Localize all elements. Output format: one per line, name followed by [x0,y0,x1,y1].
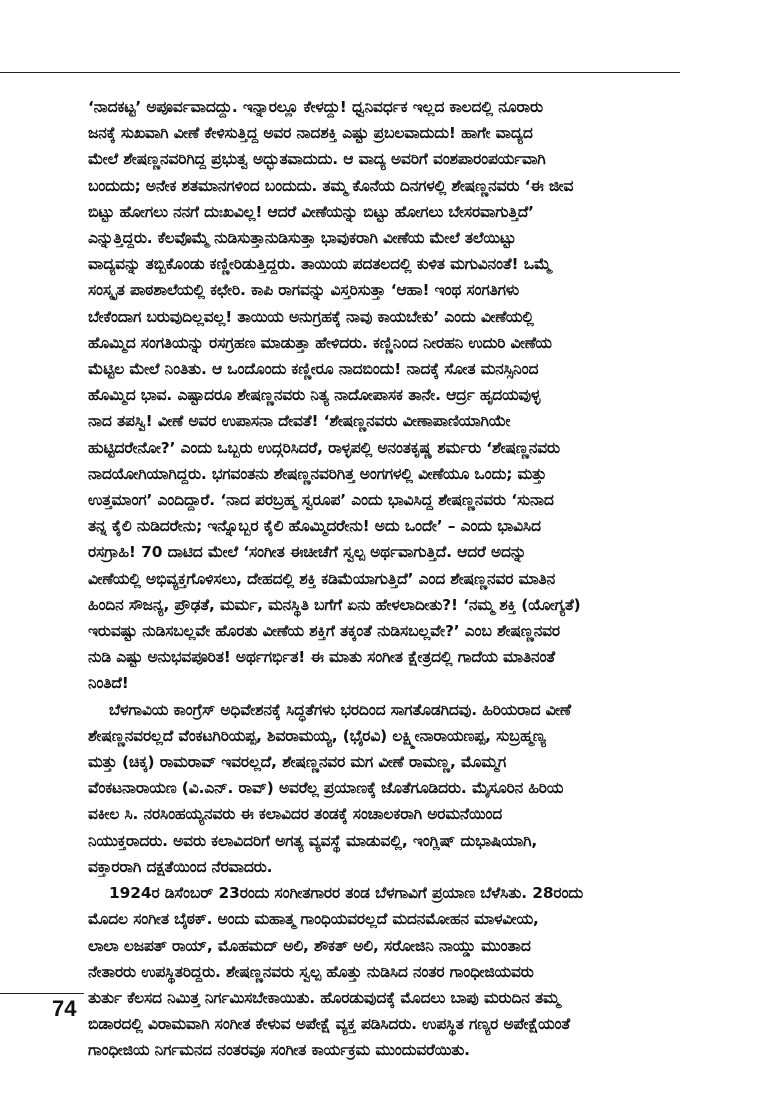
text-line: ರಸಗ್ರಾಹಿ! 70 ದಾಟಿದ ಮೇಲೆ ‘ಸಂಗೀತ ಈಚೀಚೆಗೆ ಸ್ವಲ್ಪ ಅರ್ಥವಾಗುತ್ತಿದೆ. ಆದರೆ ಅದನ್ನು [88,543,527,562]
text-line: ಹೊಮ್ಮಿದ ಸಂಗತಿಯನ್ನು ರಸಗ್ರಹಣ ಮಾಡುತ್ತಾ ಹೇಳಿದರು. ಕಣ್ಣಿನಿಂದ ನೀರಹನಿ ಉದುರಿ ವೀಣೆಯ [88,333,552,352]
header-rule [0,72,680,73]
text-line: ಜನಕ್ಕೆ ಸುಖವಾಗಿ ವೀಣೆ ಕೇಳಿಸುತ್ತಿದ್ದ ಅವರ ನಾದಶಕ್ತಿ ಎಷ್ಟು ಪ್ರಬಲವಾದುದು! ಹಾಗೇ ವಾದ್ಯದ [88,124,533,143]
text-line: ಮತ್ತು (ಚಿಕ್ಕ) ರಾಮರಾವ್ ಇವರಲ್ಲದೆ, ಶೇಷಣ್ಣನವರ ಮಗ ವೀಣೆ ರಾಮಣ್ಣ, ಮೊಮ್ಮಗ [88,753,507,772]
text-line: ಉತ್ತಮಾಂಗ’ ಎಂದಿದ್ದಾರೆ. ‘ನಾದ ಪರಬ್ರಹ್ಮ ಸ್ವರೂಪ’ ಎಂದು ಭಾವಿಸಿದ್ದ ಶೇಷಣ್ಣನವರು ‘ಸುನಾದ [88,491,554,510]
text-line: ವಕೀಲ ಸಿ. ನರಸಿಂಹಯ್ಯನವರು ಈ ಕಲಾವಿದರ ತಂಡಕ್ಕೆ ಸಂಚಾಲಕರಾಗಿ ಅರಮನೆಯಿಂದ [88,805,503,824]
text-line: ತನ್ನ ಕೈಲಿ ನುಡಿದರೇನು; ಇನ್ನೊಬ್ಬರ ಕೈಲಿ ಹೊಮ್ಮಿದರೇನು! ಅದು ಒಂದೇ’ – ಎಂದು ಭಾವಿಸಿದ [88,517,541,536]
text-line: ಗಾಂಧೀಜಿಯ ನಿರ್ಗಮನದ ನಂತರವೂ ಸಂಗೀತ ಕಾರ್ಯಕ್ರಮ ಮುಂದುವರೆಯಿತು. [88,1041,470,1060]
text-line: ಬೇಕೆಂದಾಗ ಬರುವುದಿಲ್ಲವಲ್ಲ! ತಾಯಿಯ ಅನುಗ್ರಹಕ್ಕೆ ನಾವು ಕಾಯಬೇಕು’ ಎಂದು ವೀಣೆಯಲ್ಲಿ [88,307,534,326]
text-line: ಮೇಲೆ ಶೇಷಣ್ಣನವರಿಗಿದ್ದ ಪ್ರಭುತ್ವ ಅದ್ಭುತವಾದುದು. ಆ ವಾದ್ಯ ಅವರಿಗೆ ವಂಶಪಾರಂಪರ್ಯವಾಗಿ [88,150,546,169]
text-line: ಹೊಮ್ಮಿದ ಭಾವ. ಎಷ್ಟಾದರೂ ಶೇಷಣ್ಣನವರು ನಿತ್ಯ ನಾದೋಪಾಸಕ ತಾನೇ. ಆರ್ದ್ರ ಹೃದಯವುಳ್ಳ [88,386,541,405]
text-line: ಮೊದಲ ಸಂಗೀತ ಬೈಠಕ್. ಅಂದು ಮಹಾತ್ಮ ಗಾಂಧಿಯವರಲ್ಲದೆ ಮದನಮೋಹನ ಮಾಳವೀಯ, [88,910,539,929]
text-line: ಸಂಸ್ಕೃತ ಪಾಠಶಾಲೆಯಲ್ಲಿ ಕಛೇರಿ. ಕಾಪಿ ರಾಗವನ್ನು ವಿಸ್ತರಿಸುತ್ತಾ ‘ಆಹಾ! ಇಂಥ ಸಂಗತಿಗಳು [88,281,520,300]
text-line: ವೀಣೆಯಲ್ಲಿ ಅಭಿವ್ಯಕ್ತಗೊಳಿಸಲು, ದೇಹದಲ್ಲಿ ಶಕ್ತಿ ಕಡಿಮೆಯಾಗುತ್ತಿದೆ’ ಎಂದ ಶೇಷಣ್ಣನವರ ಮಾತಿನ [88,569,556,588]
text-line: ನಾದ ತಪಸ್ವಿ! ವೀಣೆ ಅವರ ಉಪಾಸನಾ ದೇವತೆ! ‘ಶೇಷಣ್ಣನವರು ವೀಣಾಪಾಣಿಯಾಗಿಯೇ [88,412,511,431]
footer-rule [0,993,84,994]
text-line: ಲಾಲಾ ಲಜಪತ್ ರಾಯ್, ಮೊಹಮದ್ ಅಲಿ, ಶೌಕತ್ ಅಲಿ, ಸರೋಜಿನಿ ನಾಯ್ಡು ಮುಂತಾದ [88,936,531,955]
text-line: ವಾದ್ಯವನ್ನು ತಬ್ಬಿಕೊಂಡು ಕಣ್ಣೀರಿಡುತ್ತಿದ್ದರು. ತಾಯಿಯ ಪದತಲದಲ್ಲಿ ಕುಳಿತ ಮಗುವಿನಂತೆ! ಒಮ್ಮೆ [88,255,552,274]
text-line: ಬಿಡಾರದಲ್ಲಿ ವಿರಾಮವಾಗಿ ಸಂಗೀತ ಕೇಳುವ ಅಪೇಕ್ಷೆ ವ್ಯಕ್ತ ಪಡಿಸಿದರು. ಉಪಸ್ಥಿತ ಗಣ್ಯರ ಅಪೇಕ್ಷೆಯಂತೆ [88,1015,571,1034]
text-line: ನಿಂತಿದೆ! [88,674,129,693]
text-line: ಮೆಟ್ಟಿಲ ಮೇಲೆ ನಿಂತಿತು. ಆ ಒಂದೊಂದು ಕಣ್ಣೀರೂ ನಾದಬಿಂದು! ನಾದಕ್ಕೆ ಸೋತ ಮನಸ್ಸಿನಿಂದ [88,360,539,379]
text-line: ನುಡಿ ಎಷ್ಟು ಅನುಭವಪೂರಿತ! ಅರ್ಥಗರ್ಭಿತ! ಈ ಮಾತು ಸಂಗೀತ ಕ್ಷೇತ್ರದಲ್ಲಿ ಗಾದೆಯ ಮಾತಿನಂತೆ [88,648,555,667]
text-line: 1924ರ ಡಿಸೆಂಬರ್ 23ರಂದು ಸಂಗೀತಗಾರರ ತಂಡ ಬೆಳಗಾವಿಗೆ ಪ್ರಯಾಣ ಬೆಳೆಸಿತು. 28ರಂದು [88,884,584,903]
text-line: ವೆಂಕಟನಾರಾಯಣ (ವಿ.ಎನ್. ರಾವ್) ಅವರೆಲ್ಲ ಪ್ರಯಾಣಕ್ಕೆ ಜೊತೆಗೂಡಿದರು. ಮೈಸೂರಿನ ಹಿರಿಯ [88,779,564,798]
text-line: ತುರ್ತು ಕೆಲಸದ ನಿಮಿತ್ತ ನಿರ್ಗಮಿಸಬೇಕಾಯಿತು. ಹೊರಡುವುದಕ್ಕೆ ಮೊದಲು ಬಾಪು ಮರುದಿನ ತಮ್ಮ [88,988,560,1007]
text-line: ವಕ್ತಾರರಾಗಿ ದಕ್ಷತೆಯಿಂದ ನೆರವಾದರು. [88,857,273,876]
text-line: ನೇತಾರರು ಉಪಸ್ಥಿತರಿದ್ದರು. ಶೇಷಣ್ಣನವರು ಸ್ವಲ್ಪ ಹೊತ್ತು ನುಡಿಸಿದ ನಂತರ ಗಾಂಧೀಜಿಯವರು [88,962,534,981]
text-line: ಹಿಂದಿನ ಸೌಜನ್ಯ, ಪ್ರೌಢತೆ, ಮರ್ಮ, ಮನಸ್ಥಿತಿ ಬಗೆಗೆ ಏನು ಹೇಳಲಾದೀತು?! ‘ನಮ್ಮ ಶಕ್ತಿ (ಯೋಗ್ಯತೆ) [88,595,581,614]
text-line: ಎನ್ನುತ್ತಿದ್ದರು. ಕೆಲವೊಮ್ಮೆ ನುಡಿಸುತ್ತಾನುಡಿಸುತ್ತಾ ಭಾವುಕರಾಗಿ ವೀಣೆಯ ಮೇಲೆ ತಲೆಯಿಟ್ಟು [88,229,516,248]
text-line: ಬೆಳಗಾವಿಯ ಕಾಂಗ್ರೆಸ್ ಅಧಿವೇಶನಕ್ಕೆ ಸಿದ್ಧತೆಗಳು ಭರದಿಂದ ಸಾಗತೊಡಗಿದವು. ಹಿರಿಯರಾದ ವೀಣೆ [88,700,572,719]
text-line: ಹುಟ್ಟಿದರೇನೋ?’ ಎಂದು ಒಬ್ಬರು ಉದ್ಗರಿಸಿದರೆ, ರಾಳ್ಳಪಲ್ಲಿ ಅನಂತಕೃಷ್ಣ ಶರ್ಮರು ‘ಶೇಷಣ್ಣನವರು [88,438,560,457]
text-line: ನಾದಯೋಗಿಯಾಗಿದ್ದರು. ಭಗವಂತನು ಶೇಷಣ್ಣನವರಿಗಿತ್ತ ಅಂಗಗಳಲ್ಲಿ ವೀಣೆಯೂ ಒಂದು; ಮತ್ತು [88,464,547,483]
text-line: ನಿಯುಕ್ತರಾದರು. ಅವರು ಕಲಾವಿದರಿಗೆ ಅಗತ್ಯ ವ್ಯವಸ್ಥೆ ಮಾಡುವಲ್ಲಿ, ಇಂಗ್ಲಿಷ್ ದುಭಾಷಿಯಾಗಿ, [88,831,538,850]
body-text [88,94,700,1064]
text-line: ಬಂದುದು; ಅನೇಕ ಶತಮಾನಗಳಿಂದ ಬಂದುದು. ತಮ್ಮ ಕೊನೆಯ ದಿನಗಳಲ್ಲಿ ಶೇಷಣ್ಣನವರು ‘ಈ ಜೀವ [88,176,574,195]
text-line: ಶೇಷಣ್ಣನವರಲ್ಲದೆ ವೆಂಕಟಗಿರಿಯಪ್ಪ, ಶಿವರಾಮಯ್ಯ, (ಭೈರವಿ) ಲಕ್ಷ್ಮೀನಾರಾಯಣಪ್ಪ, ಸುಬ್ರಹ್ಮಣ್ಯ [88,726,546,745]
text-line: ‘ನಾದಕಟ್ಟ’ ಅಪೂರ್ವವಾದದ್ದು. ಇನ್ನಾರಲ್ಲೂ ಕೇಳದ್ದು! ಧ್ವನಿವರ್ಧಕ ಇಲ್ಲದ ಕಾಲದಲ್ಲಿ ನೂರಾರು [88,98,543,116]
text-line: ಇರುವಷ್ಟು ನುಡಿಸಬಲ್ಲವೇ ಹೊರತು ವೀಣೆಯ ಶಕ್ತಿಗೆ ತಕ್ಕಂತೆ ನುಡಿಸಬಲ್ಲವೇ?’ ಎಂಬ ಶೇಷಣ್ಣನವರ [88,622,560,641]
page-number: 74 [52,996,77,1021]
text-line: ಬಿಟ್ಟು ಹೋಗಲು ನನಗೆ ದುಃಖವಿಲ್ಲ! ಆದರೆ ವೀಣೆಯನ್ನು ಬಿಟ್ಟು ಹೋಗಲು ಬೇಸರವಾಗುತ್ತಿದೆ’ [88,202,534,221]
